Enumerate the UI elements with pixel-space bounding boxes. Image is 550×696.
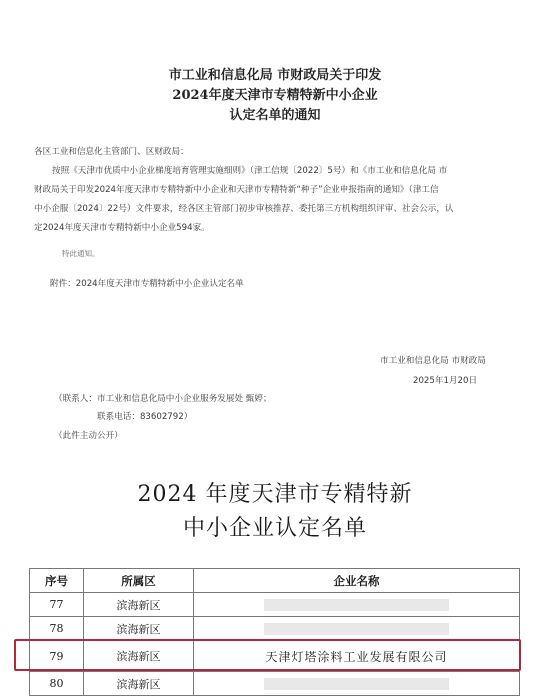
notice-salutation: 各区工业和信息化主管部门、区财政局： (34, 147, 189, 157)
row-district: 滨海新区 (84, 641, 194, 672)
notice-disclosure: （此件主动公开） (54, 431, 123, 441)
row-company-name-redacted (194, 617, 520, 641)
table-row (30, 617, 520, 641)
header-company-name: 企业名称 (194, 569, 520, 593)
row-district: 滨海新区 (84, 617, 194, 641)
highlight-box (14, 639, 521, 671)
notice-phone: 联系电话：83602792） (97, 412, 193, 422)
notice-title-line-3: 认定名单的通知 (229, 108, 321, 123)
row-company-name: 天津灯塔涂料工业发展有限公司 (194, 641, 520, 672)
notice-body-line-2: 财政局关于印发2024年度天津市专精特新中小企业和天津市专精特新“种子”企业申报指南的通知》（津工信 (34, 185, 439, 195)
row-company-name-redacted (194, 593, 520, 617)
notice-body-line-3: 中小企服〔2024〕22号）文件要求，经各区主管部门初步审核推荐、委托第三方机构组织评审、社会公示，认 (34, 204, 454, 214)
table-header-row (30, 569, 520, 593)
row-serial-number: 80 (30, 672, 84, 696)
notice-title-line-1: 市工业和信息化局 市财政局关于印发 (168, 68, 382, 83)
row-district: 滨海新区 (84, 593, 194, 617)
notice-signers: 市工业和信息化局 市财政局 (380, 356, 486, 366)
row-district: 滨海新区 (84, 672, 194, 696)
notice-attachment[interactable]: 附件：2024年度天津市专精特新中小企业认定名单 (50, 279, 244, 289)
table-row (30, 672, 520, 696)
row-serial-number: 78 (30, 617, 84, 641)
list-title-line-1: 2024 年度天津市专精特新 (137, 482, 413, 507)
table-row (30, 593, 520, 617)
row-company-name-redacted (194, 672, 520, 696)
redaction-block (264, 623, 449, 635)
notice-contact: （联系人：市工业和信息化局中小企业服务发展处 甄婷； (54, 394, 272, 404)
notice-body-line-4: 定2024年度天津市专精特新中小企业594家。 (34, 223, 210, 233)
header-district: 所属区 (84, 569, 194, 593)
row-serial-number: 77 (30, 593, 84, 617)
notice-closing: 特此通知。 (62, 249, 100, 258)
certified-company-table (29, 568, 520, 696)
notice-title-line-2: 2024年度天津市专精特新中小企业 (172, 88, 378, 103)
redaction-block (264, 678, 449, 690)
notice-body-line-1: 按照《天津市优质中小企业梯度培育管理实施细则》（津工信规〔2022〕5号）和《市工业和信息化局 市 (52, 166, 448, 176)
row-serial-number: 79 (30, 641, 84, 672)
notice-date: 2025年1月20日 (413, 376, 478, 386)
list-title-line-2: 中小企业认定名单 (182, 516, 367, 541)
header-serial-number: 序号 (30, 569, 84, 593)
redaction-block (264, 599, 449, 611)
